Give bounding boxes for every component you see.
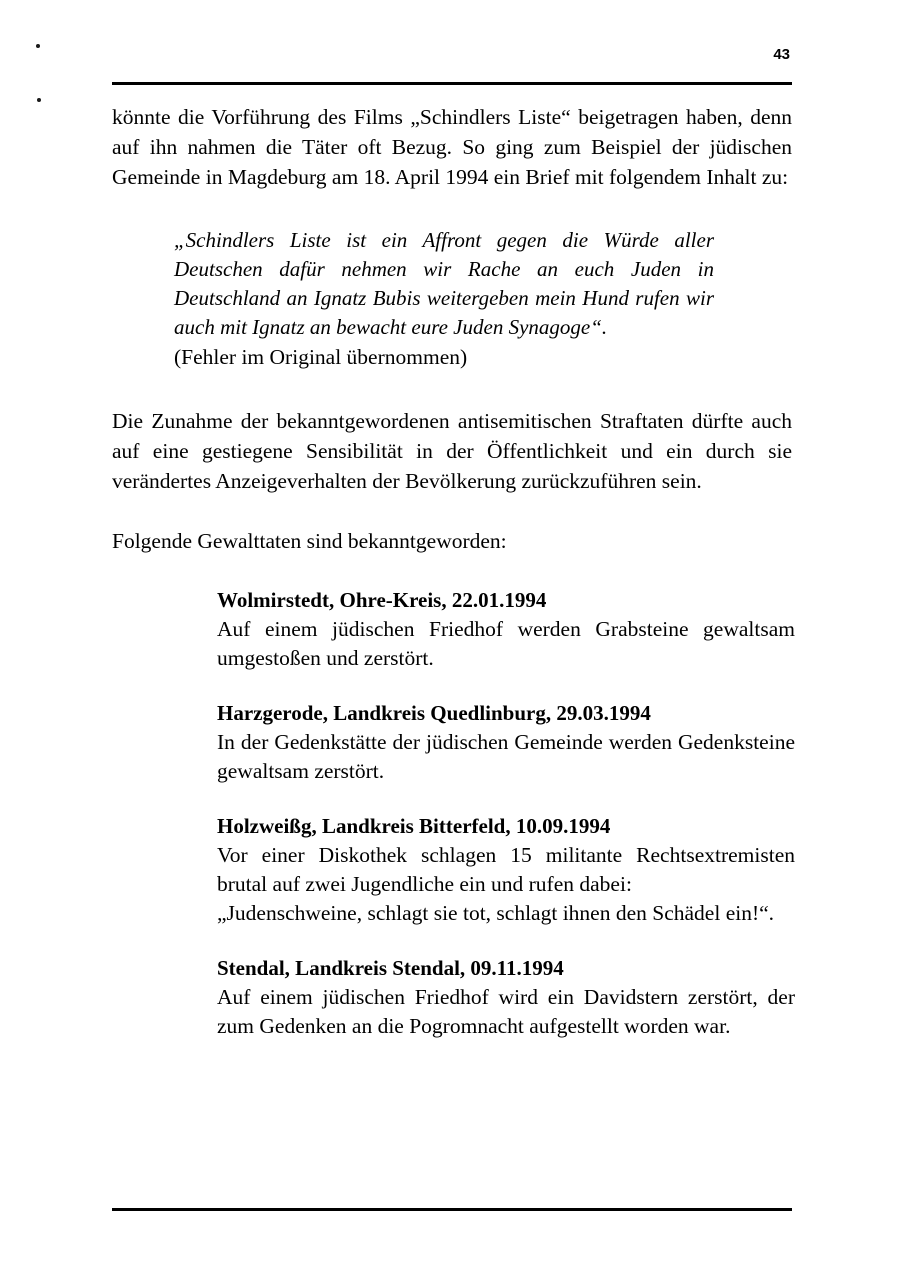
incident-heading: Wolmirstedt, Ohre-Kreis, 22.01.1994 <box>217 588 547 612</box>
footer-rule <box>112 1208 792 1211</box>
intro-paragraph: könnte die Vorführung des Films „Schindlers Liste“ beigetragen haben, denn auf ihn nahmen die Täter oft Bezug. So ging zum Beispiel der jüdischen Gemeinde in Magdeburg am 18. April 1994 ein Brief mit folgendem Inhalt zu: <box>112 105 792 189</box>
page-content <box>112 102 795 1041</box>
incident-entry <box>217 586 795 673</box>
spacer <box>112 372 792 406</box>
spacer <box>112 496 792 526</box>
page-number: 43 <box>773 46 790 63</box>
paragraph-list-intro: Folgende Gewalttaten sind bekanntgeworden: <box>112 529 507 553</box>
incident-entry <box>217 812 795 928</box>
incident-text: Auf einem jüdischen Friedhof wird ein Davidstern zerstört, der zum Gedenken an die Pogromnacht aufgestellt worden war. <box>217 985 795 1038</box>
incident-heading: Harzgerode, Landkreis Quedlinburg, 29.03.1994 <box>217 701 651 725</box>
incident-entry <box>217 954 795 1041</box>
quote-note: (Fehler im Original übernommen) <box>174 345 468 369</box>
spacer <box>112 556 792 586</box>
spacer <box>112 192 792 226</box>
margin-speck-icon <box>37 98 41 102</box>
letter-quote: „Schindlers Liste ist ein Affront gegen die Würde aller Deutschen dafür nehmen wir Rache an euch Juden in Deutschland an Ignatz Bubis weitergeben mein Hund rufen wir auch mit Ignatz an bewacht eure Juden Synagoge“. <box>174 228 714 339</box>
incident-entry <box>217 699 795 786</box>
incident-text: In der Gedenkstätte der jüdischen Gemeinde werden Gedenksteine gewaltsam zerstört. <box>217 730 795 783</box>
header-rule <box>112 82 792 85</box>
margin-speck-icon <box>36 44 40 48</box>
paragraph-increase: Die Zunahme der bekanntgewordenen antisemitischen Straftaten dürfte auch auf eine gestiegene Sensibilität in der Öffentlichkeit und ein durch sie verändertes Anzeigeverhalten der Bevölkerung zurückzuführen sein. <box>112 409 792 493</box>
incident-heading: Holzweißg, Landkreis Bitterfeld, 10.09.1994 <box>217 814 611 838</box>
incident-text: Auf einem jüdischen Friedhof werden Grabsteine gewaltsam umgestoßen und zerstört. <box>217 617 795 670</box>
incident-text: Vor einer Diskothek schlagen 15 militante Rechtsextremisten brutal auf zwei Jugendliche ein und rufen dabei: <box>217 843 795 896</box>
incident-heading: Stendal, Landkreis Stendal, 09.11.1994 <box>217 956 564 980</box>
incident-quoted-text: „Judenschweine, schlagt sie tot, schlagt ihnen den Schädel ein!“. <box>217 901 775 925</box>
